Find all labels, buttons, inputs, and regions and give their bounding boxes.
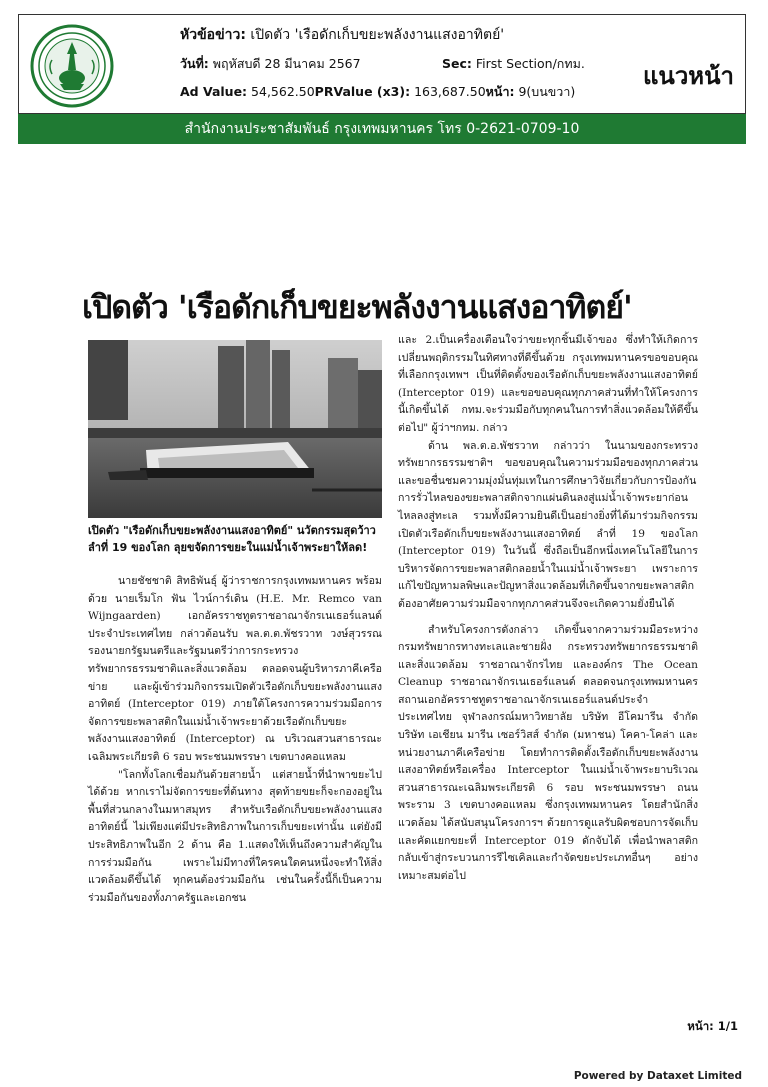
- ad-value-label: Ad Value:: [180, 84, 248, 99]
- article-paragraph: และ 2.เป็นเครื่องเตือนใจว่าขยะทุกชิ้นมีเจ้าของ ซึ่งทำให้เกิดการเปลี่ยนพฤติกรรมในทิศทางที่ดีขึ้นด้วย กรุงเทพมหานครขอขอบคุณที่เลือกกรุงเทพฯ เป็นที่ติดตั้งของเรือดักเก็บขยะพลังงานแสงอาทิตย์ (Interceptor 019) และขอขอบคุณทุกภาคส่วนที่ทำให้โครงการนี้เกิดขึ้นได้ กทม.จะร่วมมือกับทุกคนในการทำสิ่งแวดล้อมให้ดีขึ้นต่อไป" ผู้ว่าฯกทม. กล่าว: [398, 334, 698, 434]
- photo-caption: เปิดตัว "เรือดักเก็บขยะพลังงานแสงอาทิตย์" นวัตกรรมสุดว้าว ลำที่ 19 ของโลก ลุยขจัดการขยะในแม่น้ำเจ้าพระยาให้ลด!: [88, 524, 376, 554]
- sec-value: First Section/กทม.: [475, 56, 585, 71]
- article-paragraph: ด้าน พล.ต.อ.พัชรวาท กล่าวว่า ในนามของกระทรวงทรัพยากรธรรมชาติฯ ขอขอบคุณในความร่วมมือของทุกภาคส่วน และขอชื่นชมความมุ่งมั่นทุ่มเทในการศึกษาวิจัยเกี่ยวกับการป้องกันการรั่วไหลของขยะพลาสติกจากแผ่นดินลงสู่แม่น้ำเจ้าพระยาก่อนไหลลงสู่ทะเล รวมทั้งมีความยินดีเป็นอย่างยิ่งที่ได้มาร่วมกิจกรรมเปิดตัวเรือดักเก็บขยะพลังงานแสงอาทิตย์ ลำที่ 19 ของโลก (Interceptor 019) ในวันนี้ ซึ่งถือเป็นอีกหนึ่งเทคโนโลยีในการบริหารจัดการขยะพลาสติกลอยน้ำในแม่น้ำเจ้าพระยา เพราะการแก้ไขปัญหามลพิษและปัญหาสิ่งแวดล้อมที่เกิดขึ้นจากขยะพลาสติกต้องอาศัยความร่วมมือจากทุกภาคส่วนจึงจะเกิดความยั่งยืนได้: [398, 439, 698, 610]
- pr-value: 163,687.50: [414, 84, 486, 99]
- article-photo: [88, 340, 382, 518]
- page-label: หน้า:: [485, 84, 515, 99]
- date-label: วันที่:: [180, 56, 209, 71]
- article-paragraph: สำหรับโครงการดังกล่าว เกิดขึ้นจากความร่วมมือระหว่างกรมทรัพยากรทางทะเลและชายฝั่ง กระทรวงทรัพยากรธรรมชาติและสิ่งแวดล้อม ราชอาณาจักรไทย และองค์กร The Ocean Cleanup ราชอาณาจักรเนเธอร์แลนด์ ตลอดจนกรุงเทพมหานคร สถานเอกอัครราชทูตราชอาณาจักรเนเธอร์แลนด์ประจำประเทศไทย จุฬาลงกรณ์มหาวิทยาลัย บริษัท อีโคมารีน จำกัด บริษัท เอเชียน มารีน เซอร์วิสส์ จำกัด (มหาชน) โคคา-โคล่า และหน่วยงานภาคีเครือข่าย โดยทำการติดตั้งเรือดักเก็บขยะพลังงานแสงอาทิตย์หรือเครื่อง Interceptor ในแม่น้ำเจ้าพระยาบริเวณสวนสาธารณะเฉลิมพระเกียรติ 6 รอบ พระชนมพรรษา ถนนพระราม 3 เขตบางคอแหลม ซึ่งกรุงเทพมหานคร โดยสำนักสิ่งแวดล้อม ได้สนับสนุนโครงการฯ ด้วยการดูแลรับผิดชอบการจัดเก็บและคัดแยกขยะที่ Interceptor 019 ดักจับได้ เพื่อนำพลาสติกกลับเข้าสู่กระบวนการรีไซเคิลและกำจัดขยะประเภทอื่นๆ อย่างเหมาะสมต่อไป: [398, 623, 698, 882]
- page-value: 9(บนขวา): [518, 84, 576, 99]
- date-value: พฤหัสบดี 28 มีนาคม 2567: [212, 56, 361, 71]
- ad-value: 54,562.50: [251, 84, 315, 99]
- pr-value-label: PRValue (x3):: [314, 84, 411, 99]
- article-paragraph: นายชัชชาติ สิทธิพันธุ์ ผู้ว่าราชการกรุงเทพมหานคร พร้อมด้วย นายเร็มโก ฟัน ไวน์การ์เดิน (H.E. Mr. Remco van Wijngaarden) เอกอัครราชทูตราชอาณาจักรเนเธอร์แลนด์ประจำประเทศไทย กล่าวต้อนรับ พล.ต.ต.พัชรวาท วงษ์สุวรรณ รองนายกรัฐมนตรีและรัฐมนตรีว่าการกระทรวงทรัพยากรธรรมชาติและสิ่งแวดล้อม ตลอดจนผู้บริหารภาคีเครือข่าย และผู้เข้าร่วมกิจกรรมเปิดตัวเรือดักเก็บขยะพลังงานแสงอาทิตย์ (Interceptor 019) ภายใต้โครงการความร่วมมือการจัดการขยะพลาสติกในแม่น้ำเจ้าพระยาด้วยเรือดักเก็บขยะพลังงานแสงอาทิตย์ (Interceptor) ณ บริเวณสวนสาธารณะเฉลิมพระเกียรติ 6 รอบ พระชนมพรรษา เขตบางคอแหลม: [88, 575, 382, 763]
- article-title: เปิดตัว 'เรือดักเก็บขยะพลังงานแสงอาทิตย์': [82, 288, 632, 326]
- headline-value: เปิดตัว 'เรือดักเก็บขยะพลังงานแสงอาทิตย์': [250, 27, 505, 43]
- page-number: หน้า: 1/1: [687, 1019, 738, 1033]
- sec-label: Sec:: [442, 56, 472, 71]
- office-contact-bar: สำนักงานประชาสัมพันธ์ กรุงเทพมหานคร โทร 0-2621-0709-10: [18, 114, 746, 144]
- article-paragraph: "โลกทั้งโลกเชื่อมกันด้วยสายน้ำ แต่สายน้ำที่นำพาขยะไปได้ด้วย หากเราไม่จัดการขยะที่ต้นทาง สุดท้ายขยะก็จะกองอยู่ในพื้นที่ส่วนกลางในมหาสมุทร สำหรับเรือดักเก็บขยะพลังงานแสงอาทิตย์นี้ ไม่เพียงแต่มีประสิทธิภาพในการเก็บขยะเท่านั้น แต่ยังมีประสิทธิภาพในอีก 2 ด้าน คือ 1.แสดงให้เห็นถึงความสำคัญในการร่วมมือกัน เพราะไม่มีทางที่ใครคนใดคนหนึ่งจะทำให้สิ่งแวดล้อมดีขึ้นได้ ทุกคนต้องร่วมมือกัน เช่นในครั้งนี้ก็เป็นความร่วมมือกันของทั้งภาครัฐและเอกชน: [88, 768, 382, 904]
- newspaper-name: แนวหน้า: [642, 62, 734, 90]
- article-column-right: [398, 332, 698, 885]
- headline-label: หัวข้อข่าว:: [180, 27, 246, 43]
- bangkok-seal-logo: [30, 24, 114, 108]
- article-column-left: [88, 573, 382, 907]
- powered-by-footer: Powered by Dataxet Limited: [573, 1070, 742, 1082]
